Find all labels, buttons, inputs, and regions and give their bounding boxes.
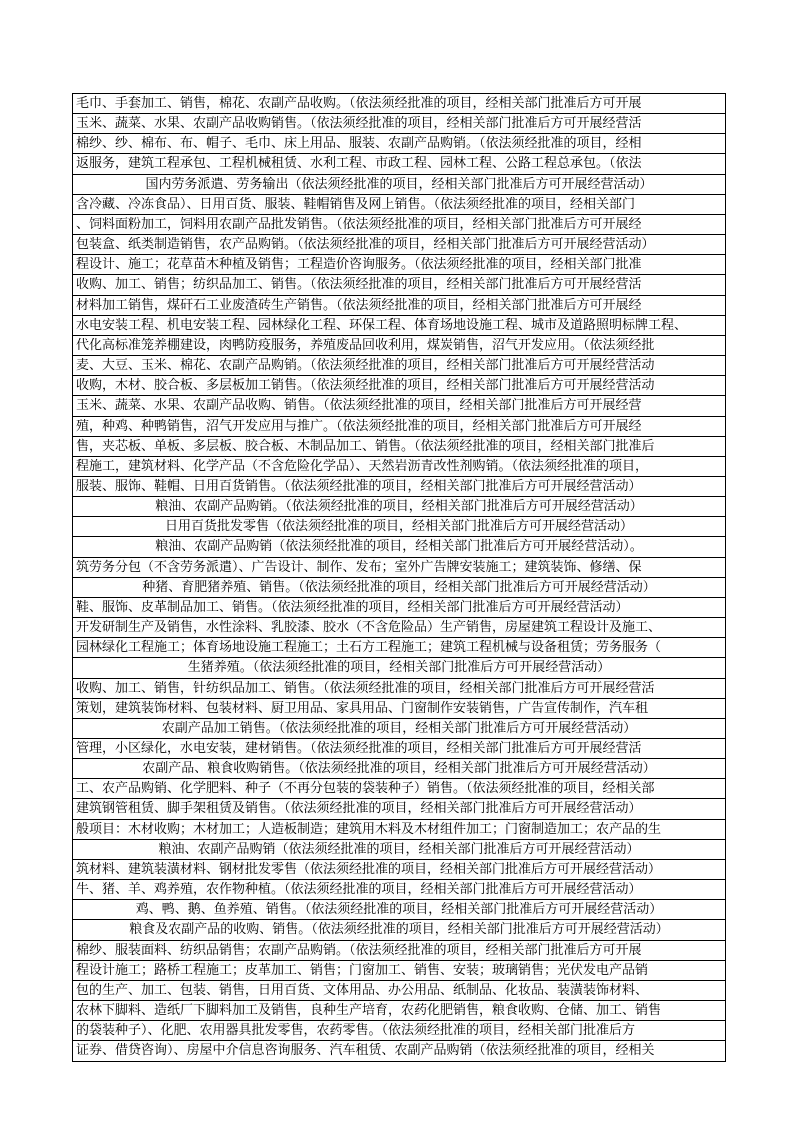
table-row: 粮油、农副产品购销（依法须经批准的项目，经相关部门批准后方可开展经营活动） xyxy=(73,840,725,860)
table-row: 鞋、服饰、皮革制品加工、销售。（依法须经批准的项目，经相关部门批准后方可开展经营活动） xyxy=(73,598,725,618)
table-row: 包装盒、纸类制造销售，农产品购销。（依法须经批准的项目，经相关部门批准后方可开展经营活动） xyxy=(73,235,725,255)
table-row: 粮食及农副产品的收购、销售。（依法须经批准的项目，经相关部门批准后方可开展经营活动） xyxy=(73,920,725,940)
table-row: 材料加工销售，煤矸石工业废渣砖生产销售。（依法须经批准的项目，经相关部门批准后方可开展经 xyxy=(73,296,725,316)
table-row: 玉米、蔬菜、水果、农副产品收购销售。（依法须经批准的项目，经相关部门批准后方可开展经营活 xyxy=(73,114,725,134)
table-row: 程设计施工；路桥工程施工；皮革加工、销售；门窗加工、销售、安装；玻璃销售；光伏发电产品销 xyxy=(73,961,725,981)
table-row: 建筑钢管租赁、脚手架租赁及销售。（依法须经批准的项目，经相关部门批准后方可开展经营活动） xyxy=(73,799,725,819)
table-row: 日用百货批发零售（依法须经批准的项目，经相关部门批准后方可开展经营活动） xyxy=(73,517,725,537)
table-row: 程施工，建筑材料、化学产品（不含危险化学品）、天然岩沥青改性剂购销。（依法须经批准的项目， xyxy=(73,457,725,477)
table-row: 服装、服饰、鞋帽、日用百货销售。（依法须经批准的项目，经相关部门批准后方可开展经营活动） xyxy=(73,477,725,497)
table-row: 牛、猪、羊、鸡养殖，农作物种植。（依法须经批准的项目，经相关部门批准后方可开展经营活动） xyxy=(73,880,725,900)
table-row: 收购，木材、胶合板、多层板加工销售。（依法须经批准的项目，经相关部门批准后方可开展经营活动 xyxy=(73,376,725,396)
table-row: 工、农产品购销、化学肥料、种子（不再分包装的袋装种子）销售。（依法须经批准的项目，经相关部 xyxy=(73,779,725,799)
table-row: 代化高标准笼养棚建设，肉鸭防疫服务，养殖废品回收利用，煤炭销售，沼气开发应用。（依法须经批 xyxy=(73,336,725,356)
table-row: 农副产品加工销售。（依法须经批准的项目，经相关部门批准后方可开展经营活动） xyxy=(73,719,725,739)
table-row: 粮油、农副产品购销（依法须经批准的项目，经相关部门批准后方可开展经营活动）。 xyxy=(73,537,725,557)
table-row: 玉米、蔬菜、水果、农副产品收购、销售。（依法须经批准的项目，经相关部门批准后方可开展经营 xyxy=(73,396,725,416)
table-row: 的袋装种子）、化肥、农用器具批发零售，农药零售。（依法须经批准的项目，经相关部门批准后方 xyxy=(73,1021,725,1041)
business-scope-table xyxy=(72,93,726,1062)
table-row: 筑材料、建筑装潢材料、钢材批发零售（依法须经批准的项目，经相关部门批准后方可开展经营活动） xyxy=(73,860,725,880)
table-row: 农副产品、粮食收购销售。（依法须经批准的项目，经相关部门批准后方可开展经营活动） xyxy=(73,759,725,779)
table-row: 麦、大豆、玉米、棉花、农副产品购销。（依法须经批准的项目，经相关部门批准后方可开展经营活动 xyxy=(73,356,725,376)
table-row: 包的生产、加工、包装、销售，日用百货、文体用品、办公用品、纸制品、化妆品、装潢装饰材料、 xyxy=(73,981,725,1001)
table-row: 农林下脚料、造纸厂下脚料加工及销售，良种生产培育，农药化肥销售，粮食收购、仓储、加工、销售 xyxy=(73,1001,725,1021)
table-row: 收购、加工、销售；纺织品加工、销售。（依法须经批准的项目，经相关部门批准后方可开展经营活 xyxy=(73,275,725,295)
table-row: 证券、借贷咨询）、房屋中介信息咨询服务、汽车租赁、农副产品购销（依法须经批准的项目，经相关 xyxy=(73,1041,725,1061)
table-row: 粮油、农副产品购销。（依法须经批准的项目，经相关部门批准后方可开展经营活动） xyxy=(73,497,725,517)
table-row: 园林绿化工程施工；体育场地设施工程施工；土石方工程施工；建筑工程机械与设备租赁；劳务服务（ xyxy=(73,638,725,658)
table-row: 策划，建筑装饰材料、包装材料、厨卫用品、家具用品、门窗制作安装销售，广告宣传制作，汽车租 xyxy=(73,699,725,719)
table-row: 管理，小区绿化，水电安装，建材销售。（依法须经批准的项目，经相关部门批准后方可开展经营活 xyxy=(73,739,725,759)
table-row: 殖，种鸡、种鸭销售，沼气开发应用与推广。（依法须经批准的项目，经相关部门批准后方可开展经 xyxy=(73,417,725,437)
table-row: 国内劳务派遣、劳务输出（依法须经批准的项目，经相关部门批准后方可开展经营活动） xyxy=(73,175,725,195)
table-row: 般项目：木材收购；木材加工；人造板制造；建筑用木料及木材组件加工；门窗制造加工；农产品的生 xyxy=(73,820,725,840)
table-row: 开发研制生产及销售，水性涂料、乳胶漆、胶水（不含危险品）生产销售，房屋建筑工程设计及施工、 xyxy=(73,618,725,638)
table-row: 毛巾、手套加工、销售，棉花、农副产品收购。（依法须经批准的项目，经相关部门批准后方可开展 xyxy=(73,94,725,114)
table-row: 鸡、鸭、鹅、鱼养殖、销售。（依法须经批准的项目，经相关部门批准后方可开展经营活动） xyxy=(73,900,725,920)
table-row: 返服务，建筑工程承包、工程机械租赁、水利工程、市政工程、园林工程、公路工程总承包。（依法 xyxy=(73,154,725,174)
table-row: 售，夹芯板、单板、多层板、胶合板、木制品加工、销售。（依法须经批准的项目，经相关部门批准后 xyxy=(73,437,725,457)
table-row: 收购、加工、销售，针纺织品加工、销售。（依法须经批准的项目，经相关部门批准后方可开展经营活 xyxy=(73,679,725,699)
table-row: 含冷藏、冷冻食品）、日用百货、服装、鞋帽销售及网上销售。（依法须经批准的项目，经相关部门 xyxy=(73,195,725,215)
table-row: 、饲料面粉加工，饲料用农副产品批发销售。（依法须经批准的项目，经相关部门批准后方可开展经 xyxy=(73,215,725,235)
table-row: 种猪、育肥猪养殖、销售。（依法须经批准的项目，经相关部门批准后方可开展经营活动） xyxy=(73,578,725,598)
table-row: 生猪养殖。（依法须经批准的项目，经相关部门批准后方可开展经营活动） xyxy=(73,658,725,678)
table-row: 筑劳务分包（不含劳务派遣）、广告设计、制作、发布；室外广告牌安装施工；建筑装饰、修缮、保 xyxy=(73,558,725,578)
table-row: 棉纱、服装面料、纺织品销售；农副产品购销。（依法须经批准的项目，经相关部门批准后方可开展 xyxy=(73,941,725,961)
table-row: 程设计、施工；花草苗木种植及销售；工程造价咨询服务。（依法须经批准的项目，经相关部门批准 xyxy=(73,255,725,275)
table-row: 水电安装工程、机电安装工程、园林绿化工程、环保工程、体育场地设施工程、城市及道路照明标牌工程、 xyxy=(73,316,725,336)
table-row: 棉纱、纱、棉布、布、帽子、毛巾、床上用品、服装、农副产品购销。（依法须经批准的项目，经相 xyxy=(73,134,725,154)
